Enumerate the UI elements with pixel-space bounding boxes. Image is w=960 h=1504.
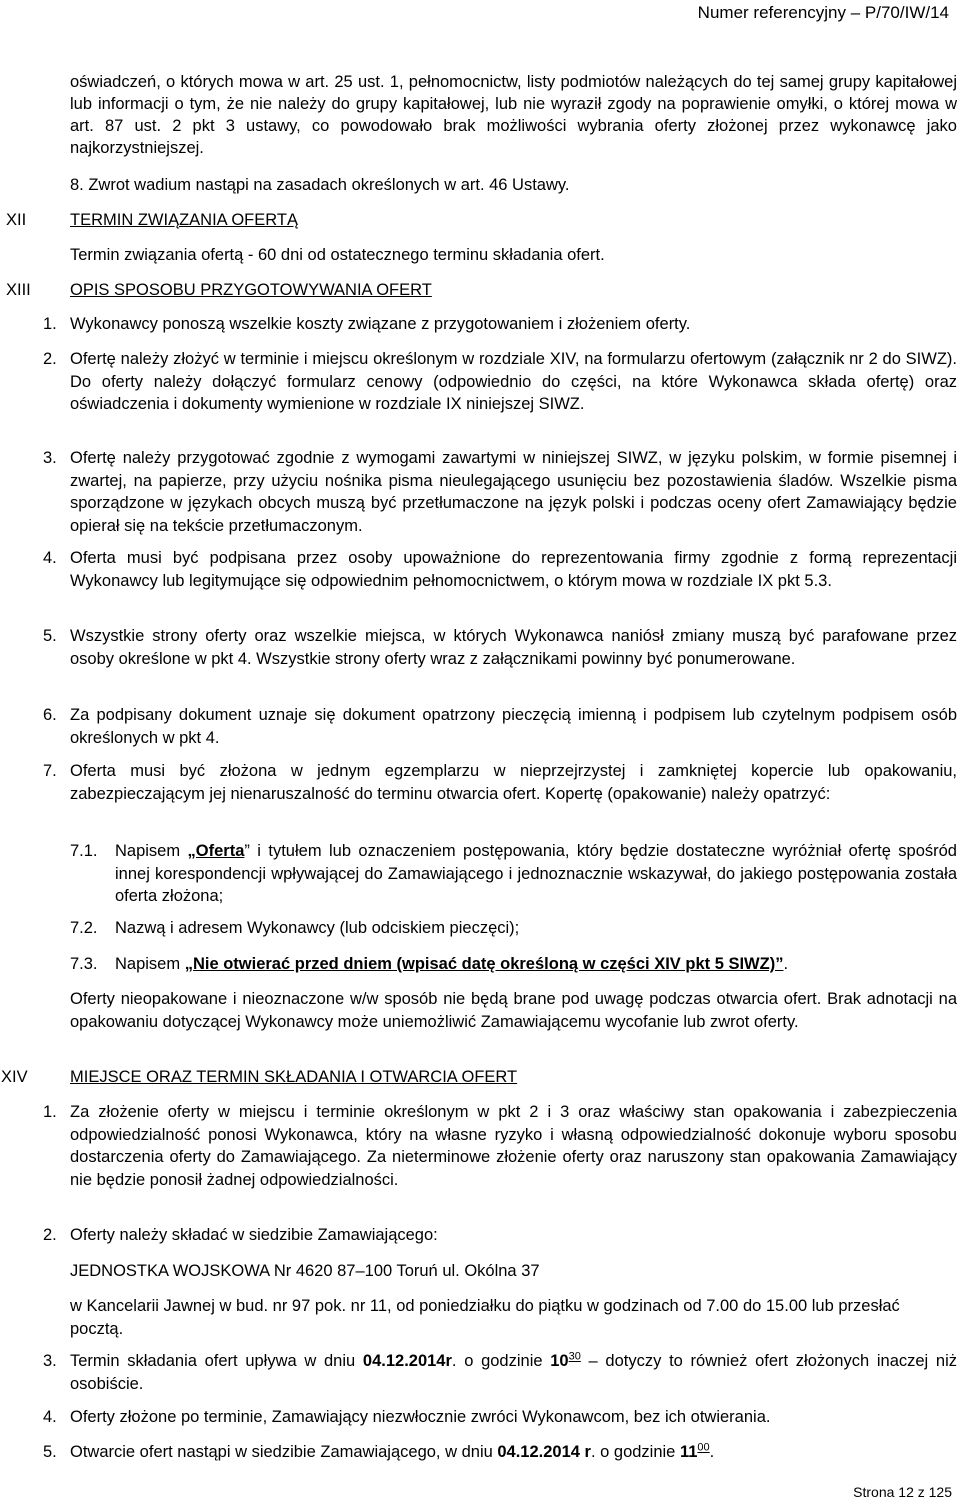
- subitem-text: [115, 953, 957, 976]
- xiii-item-6: [43, 704, 957, 749]
- item-text: Ofertę należy przygotować zgodnie z wymogami zawartymi w niniejszej SIWZ, w języku polskim, w formie pisemnej i zwartej, na papierze, przy użyciu nośnika pisma nieulegającego usunięciu bez pozostawienia śladów. Wszelkie pisma sporządzone w językach obcych muszą być przetłumaczone na język polski i podczas oceny ofert Zamawiający będzie opierał się na tekście przetłumaczonym.: [70, 449, 957, 535]
- xiii-item-4: [43, 547, 957, 592]
- item-text: Ofertę należy złożyć w terminie i miejscu określonym w rozdziale XIV, na formularzu ofertowym (załącznik nr 2 do SIWZ). Do oferty należy dołączyć formularz cenowy (odpowiednio do części, na które Wykonawca składa ofertę) oraz oświadczenia i dokumenty wymienione w rozdziale IX niniejszej SIWZ.: [70, 350, 957, 413]
- subitem-text-post: ” i tytułem lub oznaczeniem postępowania, który będzie dostateczne wyróżniał ofertę spośród innej korespondencji wpływającej do Zamawiającego i jednoznacznie wskazywał, do jakiego postępowania została oferta złożona;: [115, 842, 957, 905]
- xiii-item-2: [43, 348, 957, 416]
- section-roman: XIII: [6, 281, 31, 299]
- subitem-text-pre: Napisem: [115, 955, 185, 973]
- item-text: Za złożenie oferty w miejscu i terminie określonym w pkt 2 i 3 oraz właściwy stan opakowania i zabezpieczenia odpowiedzialność ponosi Wykonawca, który na własne ryzyko i własną odpowiedzialność dokonuje wyboru sposobu dostarczenia oferty do Zamawiającego. Za nieterminowe złożenie oferty oraz naruszony stan opakowania Zamawiający nie będzie ponosił żadnej odpowiedzialności.: [70, 1103, 957, 1189]
- item-number: 2.: [43, 350, 57, 368]
- item-text-mid: . o godzinie: [451, 1352, 551, 1370]
- xiii-item-5: [43, 625, 957, 670]
- item-number: 2.: [43, 1226, 57, 1244]
- item-number: 5.: [43, 627, 57, 645]
- item-text-mid: . o godzinie: [590, 1443, 680, 1461]
- xiii-subitem-7-1: [70, 840, 957, 908]
- subitem-text-pre: Napisem: [115, 842, 188, 860]
- item-text: Oferty należy składać w siedzibie Zamawiającego:: [70, 1226, 438, 1244]
- item-text: Oferta musi być podpisana przez osoby upoważnione do reprezentowania firmy zgodnie z formą reprezentacji Wykonawcy lub legitymujące się odpowiednim pełnomocnictwem, o którym mowa w rozdziale IX pkt 5.3.: [70, 549, 957, 590]
- item-number: 1.: [43, 1103, 57, 1121]
- item-number: 1.: [43, 315, 57, 333]
- subitem-text-post: .: [783, 955, 789, 973]
- opening-date: 04.12.2014 r: [497, 1443, 591, 1461]
- item-number: 3.: [43, 449, 57, 467]
- xiv-item-2: [43, 1224, 957, 1247]
- item-number: 3.: [43, 1352, 57, 1370]
- subitem-text: Nazwą i adresem Wykonawcy (lub odciskiem pieczęci);: [115, 919, 520, 937]
- item-text: Wykonawcy ponoszą wszelkie koszty związane z przygotowaniem i złożeniem oferty.: [70, 315, 691, 333]
- item-text: [70, 1350, 957, 1395]
- opening-minutes: 00: [697, 1441, 710, 1454]
- subitem-text-bold: „Oferta: [187, 842, 245, 860]
- item-text-post: – dotyczy to również ofert złożonych inaczej niż osobiście.: [70, 1352, 958, 1393]
- item-text-pre: Termin składania ofert upływa w dniu: [70, 1352, 363, 1370]
- item-number: 4.: [43, 1408, 57, 1426]
- section-xii-text: Termin związania ofertą - 60 dni od ostatecznego terminu składania ofert.: [70, 246, 605, 264]
- section-title: OPIS SPOSOBU PRZYGOTOWYWANIA OFERT: [70, 281, 432, 299]
- deadline-minutes: 30: [568, 1350, 581, 1363]
- continuation-paragraph: oświadczeń, o których mowa w art. 25 ust. 1, pełnomocnictw, listy podmiotów należących do tej samej grupy kapitałowej lub informacji o tym, że nie należy do grupy kapitałowej, lub nie wyraził zgody na poprawienie omyłki, o której mowa w art. 87 ust. 2 pkt 3 ustawy, co powodowało brak możliwości wybrania oferty złożonej przez wykonawcę jako najkorzystniejszej.: [70, 73, 957, 157]
- deadline-date: 04.12.2014r: [362, 1352, 452, 1370]
- subitem-number: 7.1.: [70, 842, 98, 860]
- section-roman: XII: [6, 211, 27, 229]
- item-number: 6.: [43, 706, 57, 724]
- subitem-number: 7.3.: [70, 955, 98, 973]
- xiii-item-7: [43, 760, 957, 805]
- item-text: Wszystkie strony oferty oraz wszelkie miejsca, w których Wykonawca naniósł zmiany muszą być parafowane przez osoby określone w pkt 4. Wszystkie strony oferty wraz z załącznikami powinny być ponumerowane.: [70, 627, 957, 668]
- item-text: Oferta musi być złożona w jednym egzemplarzu w nieprzejrzystej i zamkniętej kopercie lub opakowaniu, zabezpieczającym jej nienaruszalność do terminu otwarcia ofert. Kopertę (opakowanie) należy opatrzyć:: [70, 762, 957, 803]
- office-hours: w Kancelarii Jawnej w bud. nr 97 pok. nr 11, od poniedziałku do piątku w godzinach od 7.00 do 15.00 lub przesłać pocztą.: [70, 1297, 900, 1338]
- subitem-text: [115, 840, 957, 908]
- xiv-item-5: [43, 1441, 957, 1464]
- subitem-text-bold: „Nie otwierać przed dniem (wpisać datę określoną w części XIV pkt 5 SIWZ)”: [184, 955, 784, 973]
- page-number: Strona 12 z 125: [853, 1484, 952, 1500]
- xiii-item-3: [43, 447, 957, 537]
- item-text: Oferty złożone po terminie, Zamawiający niezwłocznie zwróci Wykonawcom, bez ich otwierania.: [70, 1408, 771, 1426]
- item-text-pre: Otwarcie ofert nastąpi w siedzibie Zamawiającego, w dniu: [70, 1443, 498, 1461]
- item-number: 5.: [43, 1443, 57, 1461]
- xiii-subitem-7-3: [70, 953, 957, 976]
- deadline-hour: 10: [550, 1352, 569, 1370]
- xiii-subitem-7-2: [70, 917, 957, 940]
- xiii-item-1: [43, 313, 957, 336]
- xiv-item-1: [43, 1101, 957, 1191]
- xiv-item-3: [43, 1350, 957, 1395]
- item-text-post: .: [709, 1443, 715, 1461]
- xiv-item-4: [43, 1406, 957, 1429]
- section-title: MIEJSCE ORAZ TERMIN SKŁADANIA I OTWARCIA OFERT: [70, 1068, 518, 1086]
- item-text: Za podpisany dokument uznaje się dokument opatrzony pieczęcią imienną i podpisem lub czytelnym podpisem osób określonych w pkt 4.: [70, 706, 957, 747]
- section-roman: XIV: [1, 1068, 28, 1086]
- item-8: 8. Zwrot wadium nastąpi na zasadach określonych w art. 46 Ustawy.: [70, 176, 570, 194]
- xiii-note: Oferty nieopakowane i nieoznaczone w/w sposób nie będą brane pod uwagę podczas otwarcia ofert. Brak adnotacji na opakowaniu dotyczącej Wykonawcy może uniemożliwić Zamawiającemu wycofanie lub zwrot oferty.: [70, 990, 957, 1031]
- reference-number: Numer referencyjny – P/70/IW/14: [697, 3, 949, 22]
- item-number: 7.: [43, 762, 57, 780]
- item-text: [70, 1441, 957, 1464]
- section-title: TERMIN ZWIĄZANIA OFERTĄ: [70, 211, 298, 229]
- item-number: 4.: [43, 549, 57, 567]
- subitem-number: 7.2.: [70, 919, 98, 937]
- opening-hour: 11: [679, 1443, 698, 1461]
- address: JEDNOSTKA WOJSKOWA Nr 4620 87–100 Toruń ul. Okólna 37: [70, 1262, 540, 1280]
